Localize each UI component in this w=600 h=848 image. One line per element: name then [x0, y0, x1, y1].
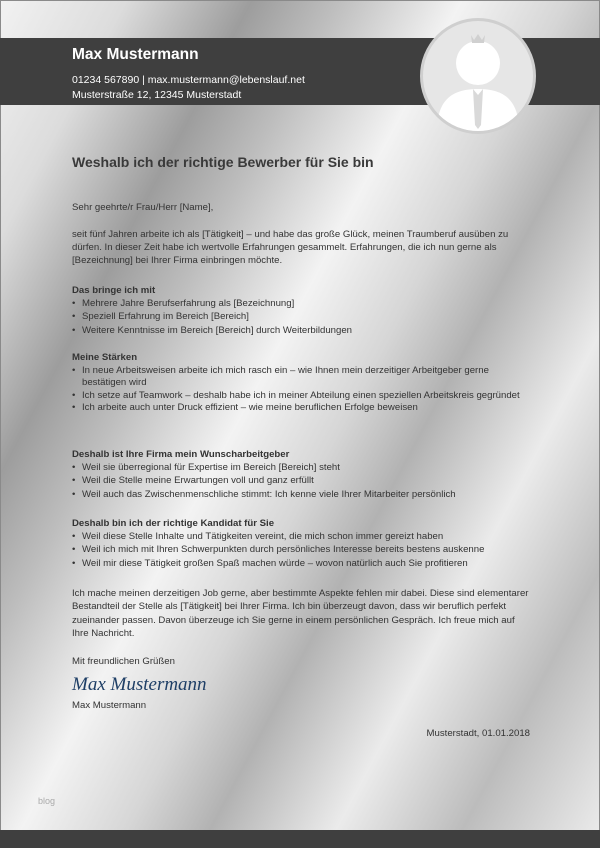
salutation [72, 202, 532, 215]
contact-info [72, 73, 305, 103]
salutation-text: Sehr geehrte/r Frau/Herr [Name], [72, 202, 214, 213]
person-silhouette-icon [423, 21, 533, 131]
section-strengths-brought [72, 284, 532, 337]
section-heading: Deshalb bin ich der richtige Kandidat für Sie [72, 518, 275, 529]
closing-text: Ich mache meinen derzeitigen Job gerne, aber bestimmte Aspekte fehlen mir dabei. Diese sind elementarer Bestandteil der Stelle als [Tätigkeit] bei Ihrer Firma. Ich bin überzeugt davon, dass wir beruflich perfekt zueinander passen. Davon überzeuge ich Sie gerne in einem persönlichen Gespräch. Ich freue mich auf Ihre Nachricht. [72, 588, 529, 640]
bullet-icon: • [72, 324, 76, 336]
signer-name [72, 700, 532, 713]
profile-photo-placeholder [420, 18, 536, 134]
greeting-text: Mit freundlichen Grüßen [72, 656, 175, 667]
letter-title: Weshalb ich der richtige Bewerber für Sie bin [72, 154, 374, 170]
list-item: • Weil diese Stelle Inhalte und Tätigkeiten vereint, die mich schon immer gereizt haben [72, 531, 444, 543]
list-item: • Ich arbeite auch unter Druck effizient – wie meine beruflichen Erfolge beweisen [72, 402, 418, 414]
bullet-icon: • [72, 557, 76, 569]
section-dream-employer [72, 448, 532, 501]
bullet-list [72, 530, 532, 570]
applicant-name: Max Mustermann [72, 46, 199, 63]
list-item: • Weil sie überregional für Expertise im Bereich [Bereich] steht [72, 462, 340, 474]
bullet-list [72, 461, 532, 501]
bullet-icon: • [72, 488, 76, 500]
place-date: Musterstadt, 01.01.2018 [426, 728, 530, 739]
closing-paragraph [72, 587, 532, 641]
list-item: • Weil auch das Zwischenmenschliche stimmt: Ich kenne viele Ihrer Mitarbeiter persönlich [72, 488, 456, 500]
intro-paragraph [72, 228, 532, 268]
section-my-strengths [72, 352, 532, 415]
bullet-icon: • [72, 389, 76, 401]
footer-bar [0, 830, 600, 848]
watermark: blog [38, 796, 56, 806]
list-item: • Mehrere Jahre Berufserfahrung als [Bezeichnung] [72, 298, 295, 310]
bullet-list [72, 297, 532, 337]
section-heading: Das bringe ich mit [72, 285, 156, 296]
bullet-icon: • [72, 402, 76, 414]
bullet-icon: • [72, 475, 76, 487]
handwritten-signature: Max Mustermann [72, 674, 207, 695]
greeting [72, 656, 532, 669]
section-heading: Meine Stärken [72, 352, 138, 363]
bullet-icon: • [72, 298, 76, 310]
list-item: • Speziell Erfahrung im Bereich [Bereich] [72, 311, 249, 323]
list-item: • In neue Arbeitsweisen arbeite ich mich rasch ein – wie Ihnen mein derzeitiger Arbeitgeber gerne bestätigen wird [72, 364, 489, 389]
list-item: • Ich setze auf Teamwork – deshalb habe ich in meiner Abteilung einen speziellen Arbeitskreis gegründet [72, 389, 520, 401]
bullet-icon: • [72, 544, 76, 556]
intro-text: seit fünf Jahren arbeite ich als [Tätigkeit] – und habe das große Glück, meinen Traumberuf ausüben zu dürfen. In dieser Zeit habe ich wertvolle Erfahrungen gesammelt. Erfahrungen, die ich nun gerne als [Bezeichnung] bei Ihrer Firma einbringen möchte. [72, 229, 509, 267]
bullet-icon: • [72, 364, 76, 376]
signer-name-text: Max Mustermann [72, 700, 147, 711]
list-item: • Weil mir diese Tätigkeit großen Spaß machen würde – wovon natürlich auch Sie profitieren [72, 557, 468, 569]
bullet-list [72, 365, 532, 415]
section-right-candidate [72, 517, 532, 570]
list-item: • Weil die Stelle meine Erwartungen voll und ganz erfüllt [72, 475, 314, 487]
bullet-icon: • [72, 462, 76, 474]
list-item: • Weil ich mich mit Ihren Schwerpunkten durch persönliches Interesse bereits bestens auskenne [72, 544, 485, 556]
bullet-icon: • [72, 531, 76, 543]
list-item: • Weitere Kenntnisse im Bereich [Bereich] durch Weiterbildungen [72, 324, 353, 336]
contact-address: Musterstraße 12, 12345 Musterstadt [72, 89, 242, 101]
bullet-icon: • [72, 311, 76, 323]
contact-phone-email: 01234 567890 | max.mustermann@lebenslauf.net [72, 74, 305, 86]
section-heading: Deshalb ist Ihre Firma mein Wunscharbeitgeber [72, 449, 290, 460]
